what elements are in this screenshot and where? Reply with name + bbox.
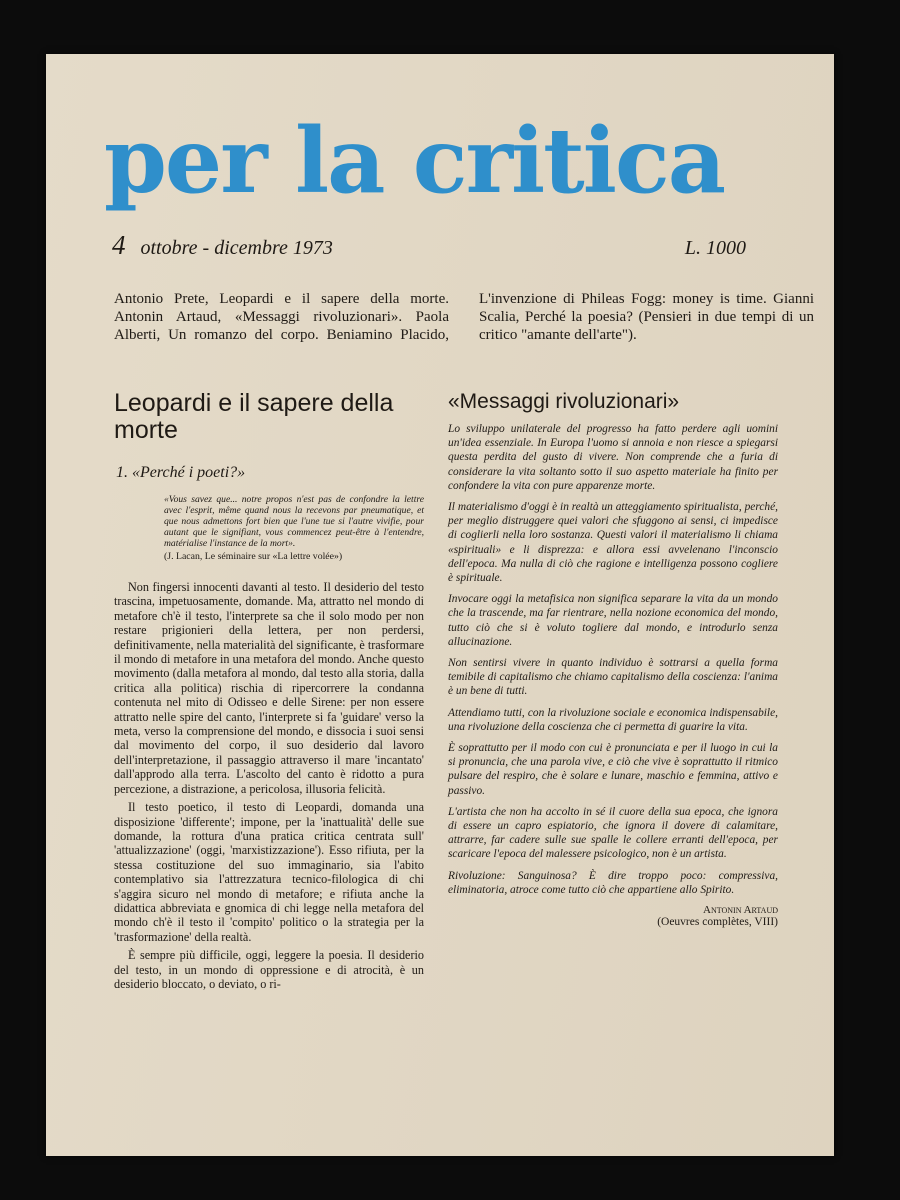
- contents-text: Antonio Prete, Leopardi e il sapere della morte. Antonin Artaud, «Messaggi rivoluzionari». Paola Alberti, Un romanzo del corpo. Beniamino Placido, L'invenzione di Phileas Fogg: money is time. Gianni Scalia, Perché la poesia? (Pensieri in due tempi di un critico "amante dell'arte").: [114, 291, 814, 343]
- right-article-title: «Messaggi rivoluzionari»: [448, 390, 680, 413]
- paragraph: L'artista che non ha accolto in sé il cuore della sua epoca, che ignora di essere un capro espiatorio, che ignora il dovere di calamitare, attrarre, far cadere sulle sue spalle le collere erranti dell'epoca, per scaricare l'epoca del malessere psicologico, non è un artista.: [448, 805, 778, 861]
- issue-price: L. 1000: [684, 237, 746, 259]
- paragraph: È soprattutto per il modo con cui è pronunciata e per il luogo in cui la si pronuncia, che una parola vive, e ciò che vive è soprattutto il ritmico pulsare del respiro, che è solare e lunare, maschio e femmina, attivo e passivo.: [448, 742, 778, 797]
- section-heading: 1. «Perché i poeti?»: [116, 464, 246, 481]
- paragraph: È sempre più difficile, oggi, leggere la poesia. Il desiderio del testo, in un mondo di oppressione e di atrocità, è un desiderio bloccato, o deviato, o ri-: [114, 948, 424, 991]
- issue-line: [112, 230, 746, 261]
- right-article: [448, 390, 778, 928]
- left-article-title: Leopardi e il sapere della morte: [114, 389, 394, 444]
- table-of-contents: [114, 290, 814, 344]
- author-signature: Antonin Artaud: [703, 904, 778, 917]
- issue-number: 4: [112, 230, 126, 260]
- issue-info: [112, 230, 333, 261]
- left-article-body: [114, 580, 424, 991]
- paragraph: Il testo poetico, il testo di Leopardi, domanda una disposizione 'differente'; impone, per la 'inattualità' delle sue domande, la rottura d'una pratica critica centrata sull' 'attualizzazione' (oggi, 'marxistizzazione'). Esso rifiuta, per la stessa costituzione del suo immaginario, sia l'abito contemplativo sia l'attrezzatura tecnico-filologica di chi s'aggira sicuro nel mondo di metafore; e rifiuta anche la didattica abbreviata e gnomica di chi legge nella metafora del mondo ch'è il testo il 'compito' politico o la strategia per la 'trasformazione' della realtà.: [114, 800, 424, 944]
- paragraph: Lo sviluppo unilaterale del progresso ha fatto perdere agli uomini un'idea essenziale. In Europa l'uomo si annoia e non riesce a spiegarsi questa perdita del gusto di vivere. Non comprende che a furia di considerare la vita soltanto sotto il suo aspetto materiale ha finito per confondere la vita con pure apparenze morte.: [448, 423, 778, 492]
- left-article: [114, 390, 424, 995]
- issue-date: ottobre - dicembre 1973: [140, 237, 333, 259]
- paragraph: Rivoluzione: Sanguinosa? È dire troppo poco: compressiva, eliminatoria, atroce come tutto ciò che appartiene allo Spirito.: [448, 869, 778, 896]
- magazine-cover-page: [46, 54, 834, 1156]
- paragraph: Non sentirsi vivere in quanto individuo è sottrarsi a quella forma temibile di capitalismo che chiamo capitalismo della coscienza: l'anima è un bene di tutti.: [448, 657, 778, 698]
- signature-source: (Oeuvres complètes, VIII): [657, 916, 778, 929]
- paragraph: Il materialismo d'oggi è in realtà un atteggiamento spiritualista, perché, per meglio distruggere quei valori che sfuggono ai sensi, ci impedisce di coglierli nella loro sostanza. Questi valori il materialismo li chiama «spirituali» e li disprezza: e allora essi avvelenano l'inconscio dell'epoca. Ma nulla di ciò che ragione e intelligenza possono cogliere è spirituale.: [448, 501, 778, 585]
- epigraph-quote: «Vous savez que... notre propos n'est pas de confondre la lettre avec l'esprit, même quand nous la recevons par pneumatique, et que nous admettons fort bien que l'une tue si l'autre vivifie, pour autant que le signifiant, vous commencez peut-être à l'entendre, matérialise l'instance de la mort».: [164, 494, 424, 549]
- epigraph-source: (J. Lacan, Le séminaire sur «La lettre volée»): [164, 551, 343, 562]
- masthead-title: per la critica: [104, 108, 725, 214]
- paragraph: Invocare oggi la metafisica non significa separare la vita da un mondo che la trascende, ma far rientrare, nella nozione economica del mondo, tutto ciò che si è voluto togliere dal mondo, e introdurlo senza allucinazione.: [448, 593, 778, 648]
- right-article-body: [448, 422, 778, 897]
- paragraph: Attendiamo tutti, con la rivoluzione sociale e economica indispensabile, una rivoluzione della coscienza che ci permetta di guarire la vita.: [448, 706, 778, 733]
- paragraph: Non fingersi innocenti davanti al testo. Il desiderio del testo trascina, impetuosamente, domande. Ma, attratto nel mondo di metafore ch'è il testo, l'interprete sa che il solo modo per non restare prigionieri della lettera, per non perdersi, definitivamente, nella materialità del significante, è trasformare il mondo di metafore in una metafora del mondo. Anche questo movimento (dalla metafora al mondo, dal testo alla storia, dalla critica alla politica) rischia di ripercorrere la condanna contenuta nel mito di Odisseo e delle Sirene: per non essere attratto nelle spire del canto, l'interprete si fa 'guidare' verso la meta, verso la comprensione del mondo, e dissocia i suoi sensi dal movimento del corpo, il suo desiderio dal lavoro dell'interpretazione, il passaggio attraverso il mare 'incantato' dall'approdo alla terra. L'ascolto del canto è ridotto a pura percezione, a distrazione, a pericolosa, illusoria felicità.: [114, 580, 424, 796]
